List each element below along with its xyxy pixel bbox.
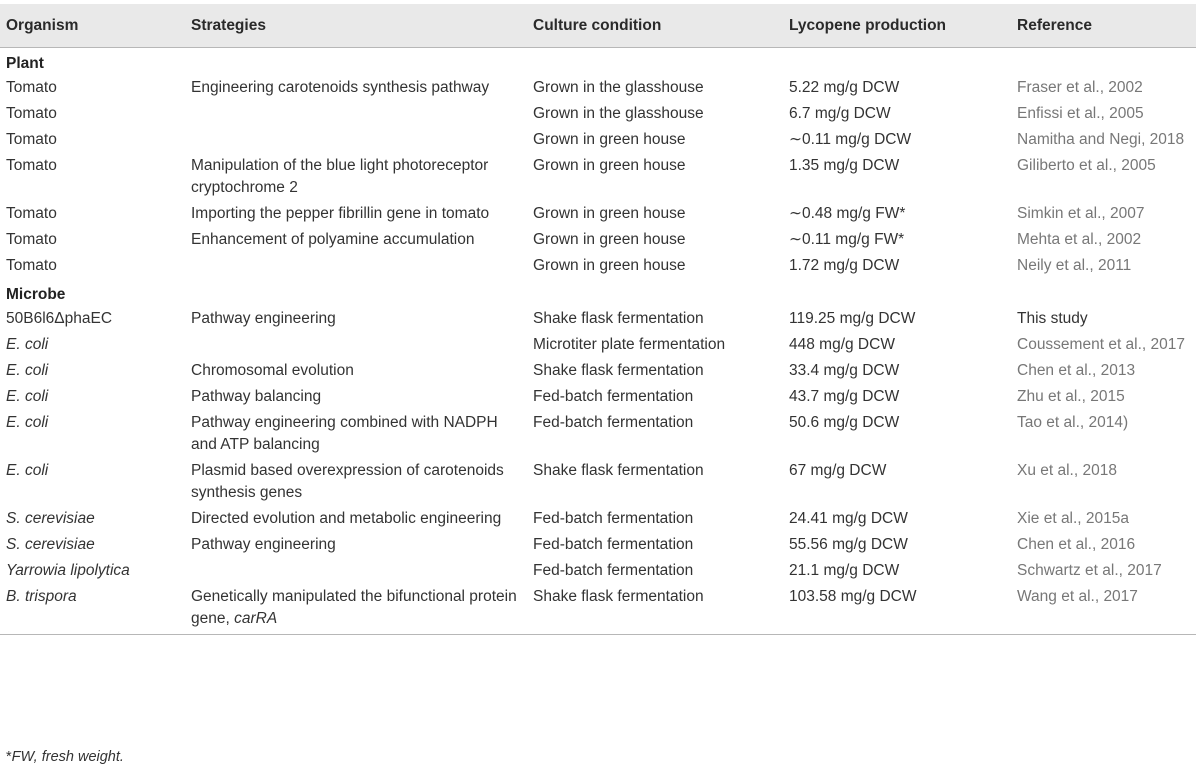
cell-organism: E. coli — [6, 388, 49, 405]
table-row — [0, 506, 1196, 532]
cell-culture-condition: Fed-batch fermentation — [533, 388, 694, 405]
cell-organism: E. coli — [6, 462, 49, 479]
cell-reference: Schwartz et al., 2017 — [1017, 562, 1162, 579]
table-body — [0, 48, 1196, 635]
table-row — [0, 384, 1196, 410]
cell-culture-condition: Grown in green house — [533, 131, 686, 148]
cell-culture-condition: Shake flask fermentation — [533, 310, 704, 327]
cell-reference: Namitha and Negi, 2018 — [1017, 131, 1185, 148]
cell-lycopene-production: 6.7 mg/g DCW — [789, 105, 891, 122]
column-header-strategies: Strategies — [185, 4, 527, 48]
cell-culture-condition: Shake flask fermentation — [533, 462, 704, 479]
table-row — [0, 127, 1196, 153]
cell-organism: Tomato — [6, 105, 57, 122]
cell-reference: Mehta et al., 2002 — [1017, 231, 1142, 248]
cell-reference: Coussement et al., 2017 — [1017, 336, 1186, 353]
cell-reference: Neily et al., 2011 — [1017, 257, 1132, 274]
cell-lycopene-production: 24.41 mg/g DCW — [789, 510, 908, 527]
column-header-reference: Reference — [1011, 4, 1196, 48]
cell-lycopene-production: 43.7 mg/g DCW — [789, 388, 900, 405]
table-header — [0, 4, 1196, 48]
cell-lycopene-production: 67 mg/g DCW — [789, 462, 887, 479]
table-row — [0, 253, 1196, 279]
column-header-culture-condition: Culture condition — [527, 4, 783, 48]
cell-lycopene-production: 21.1 mg/g DCW — [789, 562, 900, 579]
table-row — [0, 558, 1196, 584]
cell-organism: E. coli — [6, 362, 49, 379]
cell-strategy: Engineering carotenoids synthesis pathway — [191, 79, 490, 96]
cell-strategy — [185, 127, 527, 153]
cell-reference: Tao et al., 2014) — [1017, 414, 1129, 431]
cell-organism: Tomato — [6, 231, 57, 248]
cell-culture-condition: Grown in the glasshouse — [533, 105, 704, 122]
cell-strategy — [185, 332, 527, 358]
cell-organism: S. cerevisiae — [6, 510, 95, 527]
footnote-text: FW, fresh weight. — [11, 749, 124, 765]
cell-strategy — [185, 558, 527, 584]
cell-lycopene-production: 119.25 mg/g DCW — [789, 310, 916, 327]
cell-organism: B. trispora — [0, 584, 185, 635]
section-label: Plant — [6, 55, 44, 72]
column-header-lycopene-production: Lycopene production — [783, 4, 1011, 48]
cell-organism: Tomato — [6, 79, 57, 96]
cell-reference: Giliberto et al., 2005 — [1017, 157, 1156, 174]
cell-reference: Enfissi et al., 2005 — [1017, 105, 1144, 122]
table-row — [0, 306, 1196, 332]
cell-organism: Tomato — [6, 131, 57, 148]
lycopene-production-table — [0, 4, 1196, 635]
cell-lycopene-production: ∼0.11 mg/g FW* — [789, 231, 905, 248]
cell-strategy — [185, 101, 527, 127]
cell-strategy: Directed evolution and metabolic engineering — [191, 510, 502, 527]
table-row — [0, 101, 1196, 127]
cell-organism: Tomato — [6, 257, 57, 274]
table-row — [0, 75, 1196, 101]
cell-culture-condition: Grown in green house — [533, 257, 686, 274]
cell-reference: Fraser et al., 2002 — [1017, 79, 1143, 96]
cell-strategy: Pathway balancing — [191, 388, 322, 405]
cell-culture-condition: Grown in the glasshouse — [533, 79, 704, 96]
cell-organism: Tomato — [6, 157, 57, 174]
cell-strategy: Pathway engineering — [191, 310, 336, 327]
cell-strategy: Enhancement of polyamine accumulation — [191, 231, 475, 248]
cell-reference: Zhu et al., 2015 — [1017, 388, 1125, 405]
cell-strategy: Plasmid based overexpression of carotenoids synthesis genes — [191, 462, 504, 501]
strategy-text: Genetically manipulated the bifunctional protein gene, — [191, 588, 517, 627]
cell-lycopene-production: 103.58 mg/g DCW — [783, 584, 1011, 635]
cell-culture-condition: Grown in green house — [533, 231, 686, 248]
cell-culture-condition: Grown in green house — [533, 157, 686, 174]
cell-lycopene-production: 1.72 mg/g DCW — [789, 257, 900, 274]
table-row — [0, 201, 1196, 227]
table-row — [0, 227, 1196, 253]
footnote-star: * — [6, 749, 12, 765]
cell-organism: 50B6l6ΔphaEC — [6, 310, 113, 327]
cell-strategy: Pathway engineering — [191, 536, 336, 553]
table-row — [0, 410, 1196, 458]
cell-culture-condition: Fed-batch fermentation — [533, 536, 694, 553]
table-row — [0, 153, 1196, 201]
table-row — [0, 584, 1196, 635]
cell-reference: Xie et al., 2015a — [1017, 510, 1130, 527]
section-label: Microbe — [6, 286, 66, 303]
cell-lycopene-production: 1.35 mg/g DCW — [789, 157, 900, 174]
cell-lycopene-production: 50.6 mg/g DCW — [789, 414, 900, 431]
cell-organism: S. cerevisiae — [6, 536, 95, 553]
cell-culture-condition: Fed-batch fermentation — [533, 562, 694, 579]
cell-reference: Simkin et al., 2007 — [1017, 205, 1145, 222]
cell-strategy — [185, 584, 527, 635]
cell-culture-condition: Grown in green house — [533, 205, 686, 222]
cell-lycopene-production: ∼0.11 mg/g DCW — [789, 131, 912, 148]
header-row — [0, 4, 1196, 48]
table-row — [0, 532, 1196, 558]
cell-organism: Yarrowia lipolytica — [6, 562, 130, 579]
cell-strategy: Pathway engineering combined with NADPH and ATP balancing — [191, 414, 498, 453]
cell-lycopene-production: 55.56 mg/g DCW — [789, 536, 908, 553]
section-row — [0, 48, 1196, 76]
cell-lycopene-production: 448 mg/g DCW — [789, 336, 895, 353]
cell-strategy: Chromosomal evolution — [191, 362, 354, 379]
table-row — [0, 358, 1196, 384]
cell-culture-condition: Microtiter plate fermentation — [533, 336, 726, 353]
table-row — [0, 458, 1196, 506]
cell-lycopene-production: 33.4 mg/g DCW — [789, 362, 900, 379]
cell-strategy: Importing the pepper fibrillin gene in tomato — [191, 205, 490, 222]
cell-culture-condition: Shake flask fermentation — [533, 362, 704, 379]
cell-culture-condition: Shake flask fermentation — [527, 584, 783, 635]
gene-name: carRA — [234, 610, 278, 627]
section-row — [0, 279, 1196, 306]
table-footnote — [6, 749, 124, 765]
cell-reference: This study — [1017, 310, 1088, 327]
cell-organism: Tomato — [6, 205, 57, 222]
cell-reference: Wang et al., 2017 — [1011, 584, 1196, 635]
cell-lycopene-production: ∼0.48 mg/g FW* — [789, 205, 906, 222]
cell-organism: E. coli — [6, 414, 49, 431]
column-header-organism: Organism — [0, 4, 185, 48]
cell-culture-condition: Fed-batch fermentation — [533, 414, 694, 431]
cell-strategy — [185, 253, 527, 279]
cell-strategy: Manipulation of the blue light photoreceptor cryptochrome 2 — [191, 157, 489, 196]
cell-culture-condition: Fed-batch fermentation — [533, 510, 694, 527]
table-row — [0, 332, 1196, 358]
cell-reference: Chen et al., 2013 — [1017, 362, 1136, 379]
cell-lycopene-production: 5.22 mg/g DCW — [789, 79, 900, 96]
cell-reference: Chen et al., 2016 — [1017, 536, 1136, 553]
cell-reference: Xu et al., 2018 — [1017, 462, 1117, 479]
cell-organism: E. coli — [6, 336, 49, 353]
